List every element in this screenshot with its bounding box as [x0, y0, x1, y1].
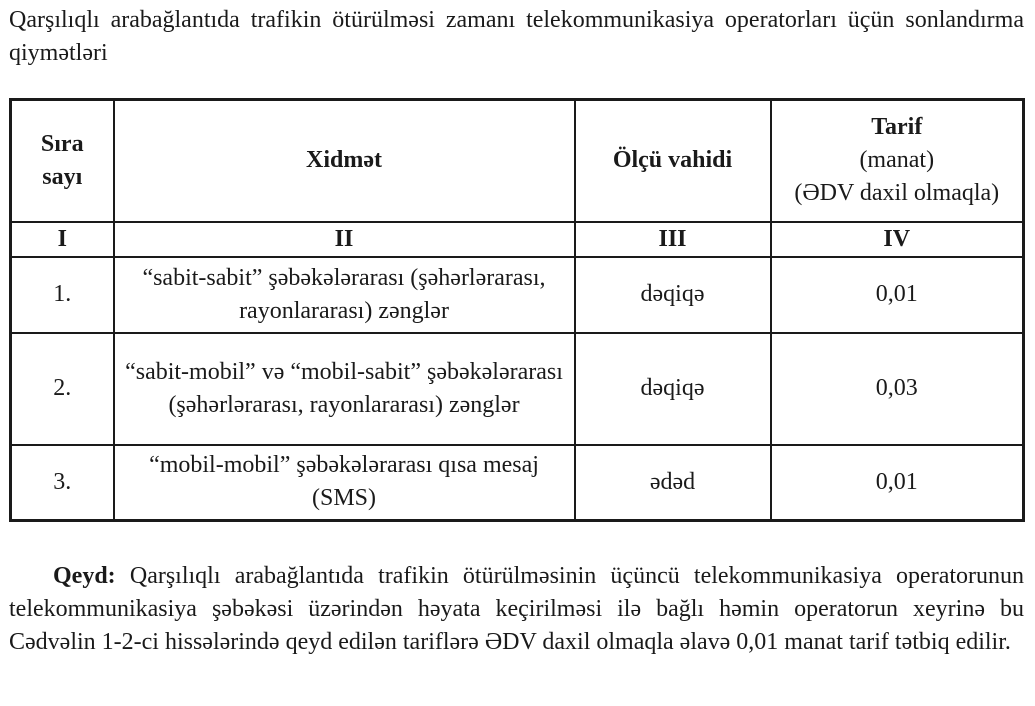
service-cell: “mobil-mobil” şəbəkələrarası qısa mesaj (SMS): [114, 445, 575, 521]
column-number: IV: [771, 222, 1024, 257]
tariff-cell: 0,01: [771, 445, 1024, 521]
table-header-row: [11, 100, 1024, 222]
header-tariff: [771, 100, 1024, 222]
header-tariff-title: Tarif: [871, 114, 923, 141]
note-paragraph: [9, 560, 1024, 659]
row-number: 3.: [11, 445, 114, 521]
service-cell: “sabit-mobil” və “mobil-sabit” şəbəkələrarası (şəhərlərarası, rayonlararası) zənglər: [114, 333, 575, 445]
tariff-table: [9, 98, 1025, 522]
note-text: Qarşılıqlı arabağlantıda trafikin ötürülməsinin üçüncü telekommunikasiya operatorunun telekommunikasiya şəbəkəsi üzərindən həyata keçirilməsi ilə bağlı həmin operatorun xeyrinə bu Cədvəlin 1-2-ci hissələrində qeyd edilən tariflərə ƏDV daxil olmaqla əlavə 0,01 manat tarif tətbiq edilir.: [9, 563, 1025, 655]
tariff-cell: 0,03: [771, 333, 1024, 445]
header-service: Xidmət: [114, 100, 575, 222]
column-number-row: [11, 222, 1024, 257]
table-row: [11, 333, 1024, 445]
header-tariff-unit: (manat): [859, 147, 935, 174]
header-tariff-vat: (ƏDV daxil olmaqla): [794, 180, 1000, 207]
column-number: II: [114, 222, 575, 257]
tariff-cell: 0,01: [771, 257, 1024, 333]
column-number: III: [575, 222, 771, 257]
header-unit: Ölçü vahidi: [575, 100, 771, 222]
row-number: 1.: [11, 257, 114, 333]
row-number: 2.: [11, 333, 114, 445]
document-title: Qarşılıqlı arabağlantıda trafikin ötürülməsi zamanı telekommunikasiya operatorları üçün sonlandırma qiymətləri: [9, 7, 1024, 66]
unit-cell: dəqiqə: [575, 333, 771, 445]
note-label: Qeyd:: [53, 563, 116, 589]
table-row: [11, 445, 1024, 521]
table-row: [11, 257, 1024, 333]
service-cell: “sabit-sabit” şəbəkələrarası (şəhərlərarası, rayonlararası) zənglər: [114, 257, 575, 333]
unit-cell: dəqiqə: [575, 257, 771, 333]
header-row-number: Sıra sayı: [11, 100, 114, 222]
column-number: I: [11, 222, 114, 257]
unit-cell: ədəd: [575, 445, 771, 521]
